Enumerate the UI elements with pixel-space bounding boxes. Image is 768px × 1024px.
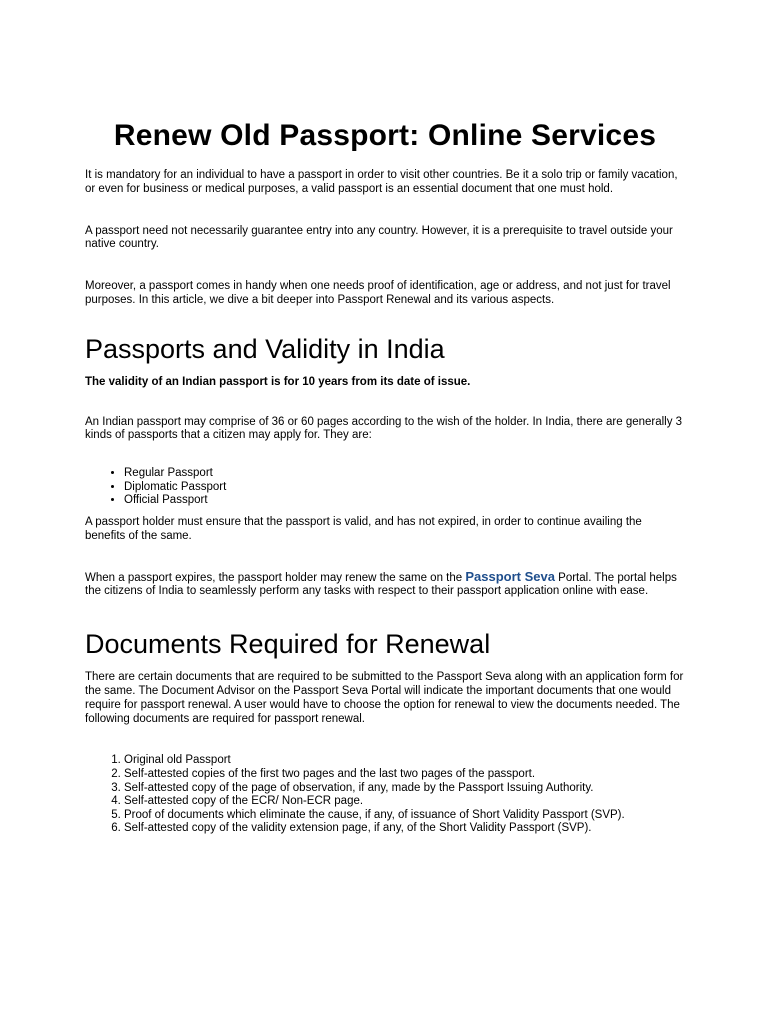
renewal-text-after: Portal. The portal helps the citizens of India to seamlessly perform any tasks with respect to their passport application online with ease. — [85, 571, 677, 598]
list-item: 6. Self-attested copy of the validity extension page, if any, of the Short Validity Passport (SVP). — [124, 822, 685, 836]
documents-intro-paragraph: There are certain documents that are required to be submitted to the Passport Seva along with an application form for the same. The Document Advisor on the Passport Seva Portal will indicate the important documents that one would require for passport renewal. A user would have to choose the option for renewal to view the documents needed. The following documents are required for passport renewal. — [85, 671, 684, 725]
passport-pages-paragraph: An Indian passport may comprise of 36 or 60 pages according to the wish of the holder. In India, there are generally 3 kinds of passports that a citizen may apply for. They are: — [85, 415, 683, 442]
section-heading-validity: Passports and Validity in India — [85, 333, 445, 364]
passport-seva-link[interactable]: Passport Seva — [465, 568, 555, 584]
list-item: • Diplomatic Passport — [124, 481, 685, 495]
validity-reminder-paragraph: A passport holder must ensure that the passport is valid, and has not expired, in order to continue availing the benefits of the same. — [85, 515, 642, 542]
list-item: 3. Self-attested copy of the page of observation, if any, made by the Passport Issuing Authority. — [124, 782, 685, 796]
intro-paragraph-3: Moreover, a passport comes in handy when one needs proof of identification, age or address, and not just for travel purposes. In this article, we dive a bit deeper into Passport Renewal and its various aspects. — [85, 280, 671, 306]
document-page — [85, 110, 685, 836]
documents-list — [85, 754, 685, 836]
list-item: • Regular Passport — [124, 467, 685, 481]
renewal-text-before: When a passport expires, the passport holder may renew the same on the — [85, 571, 466, 584]
section-heading-documents: Documents Required for Renewal — [85, 629, 491, 660]
list-item: 1. Original old Passport — [124, 754, 685, 768]
validity-statement: The validity of an Indian passport is for 10 years from its date of issue. — [85, 375, 471, 388]
list-item: 4. Self-attested copy of the ECR/ Non-ECR page. — [124, 795, 685, 809]
list-item: 2. Self-attested copies of the first two pages and the last two pages of the passport. — [124, 768, 685, 782]
intro-paragraph-1: It is mandatory for an individual to have a passport in order to visit other countries. Be it a solo trip or family vacation, or even for business or medical purposes, a valid passport is an essential document that one must hold. — [85, 169, 678, 195]
intro-paragraph-2: A passport need not necessarily guarantee entry into any country. However, it is a prerequisite to travel outside your native country. — [85, 224, 673, 251]
list-item: 5. Proof of documents which eliminate the cause, if any, of issuance of Short Validity Passport (SVP). — [124, 809, 685, 823]
list-item: • Official Passport — [124, 494, 685, 508]
passport-types-list — [85, 467, 685, 508]
renewal-portal-paragraph — [85, 570, 685, 600]
page-title: Renew Old Passport: Online Services — [113, 119, 657, 152]
